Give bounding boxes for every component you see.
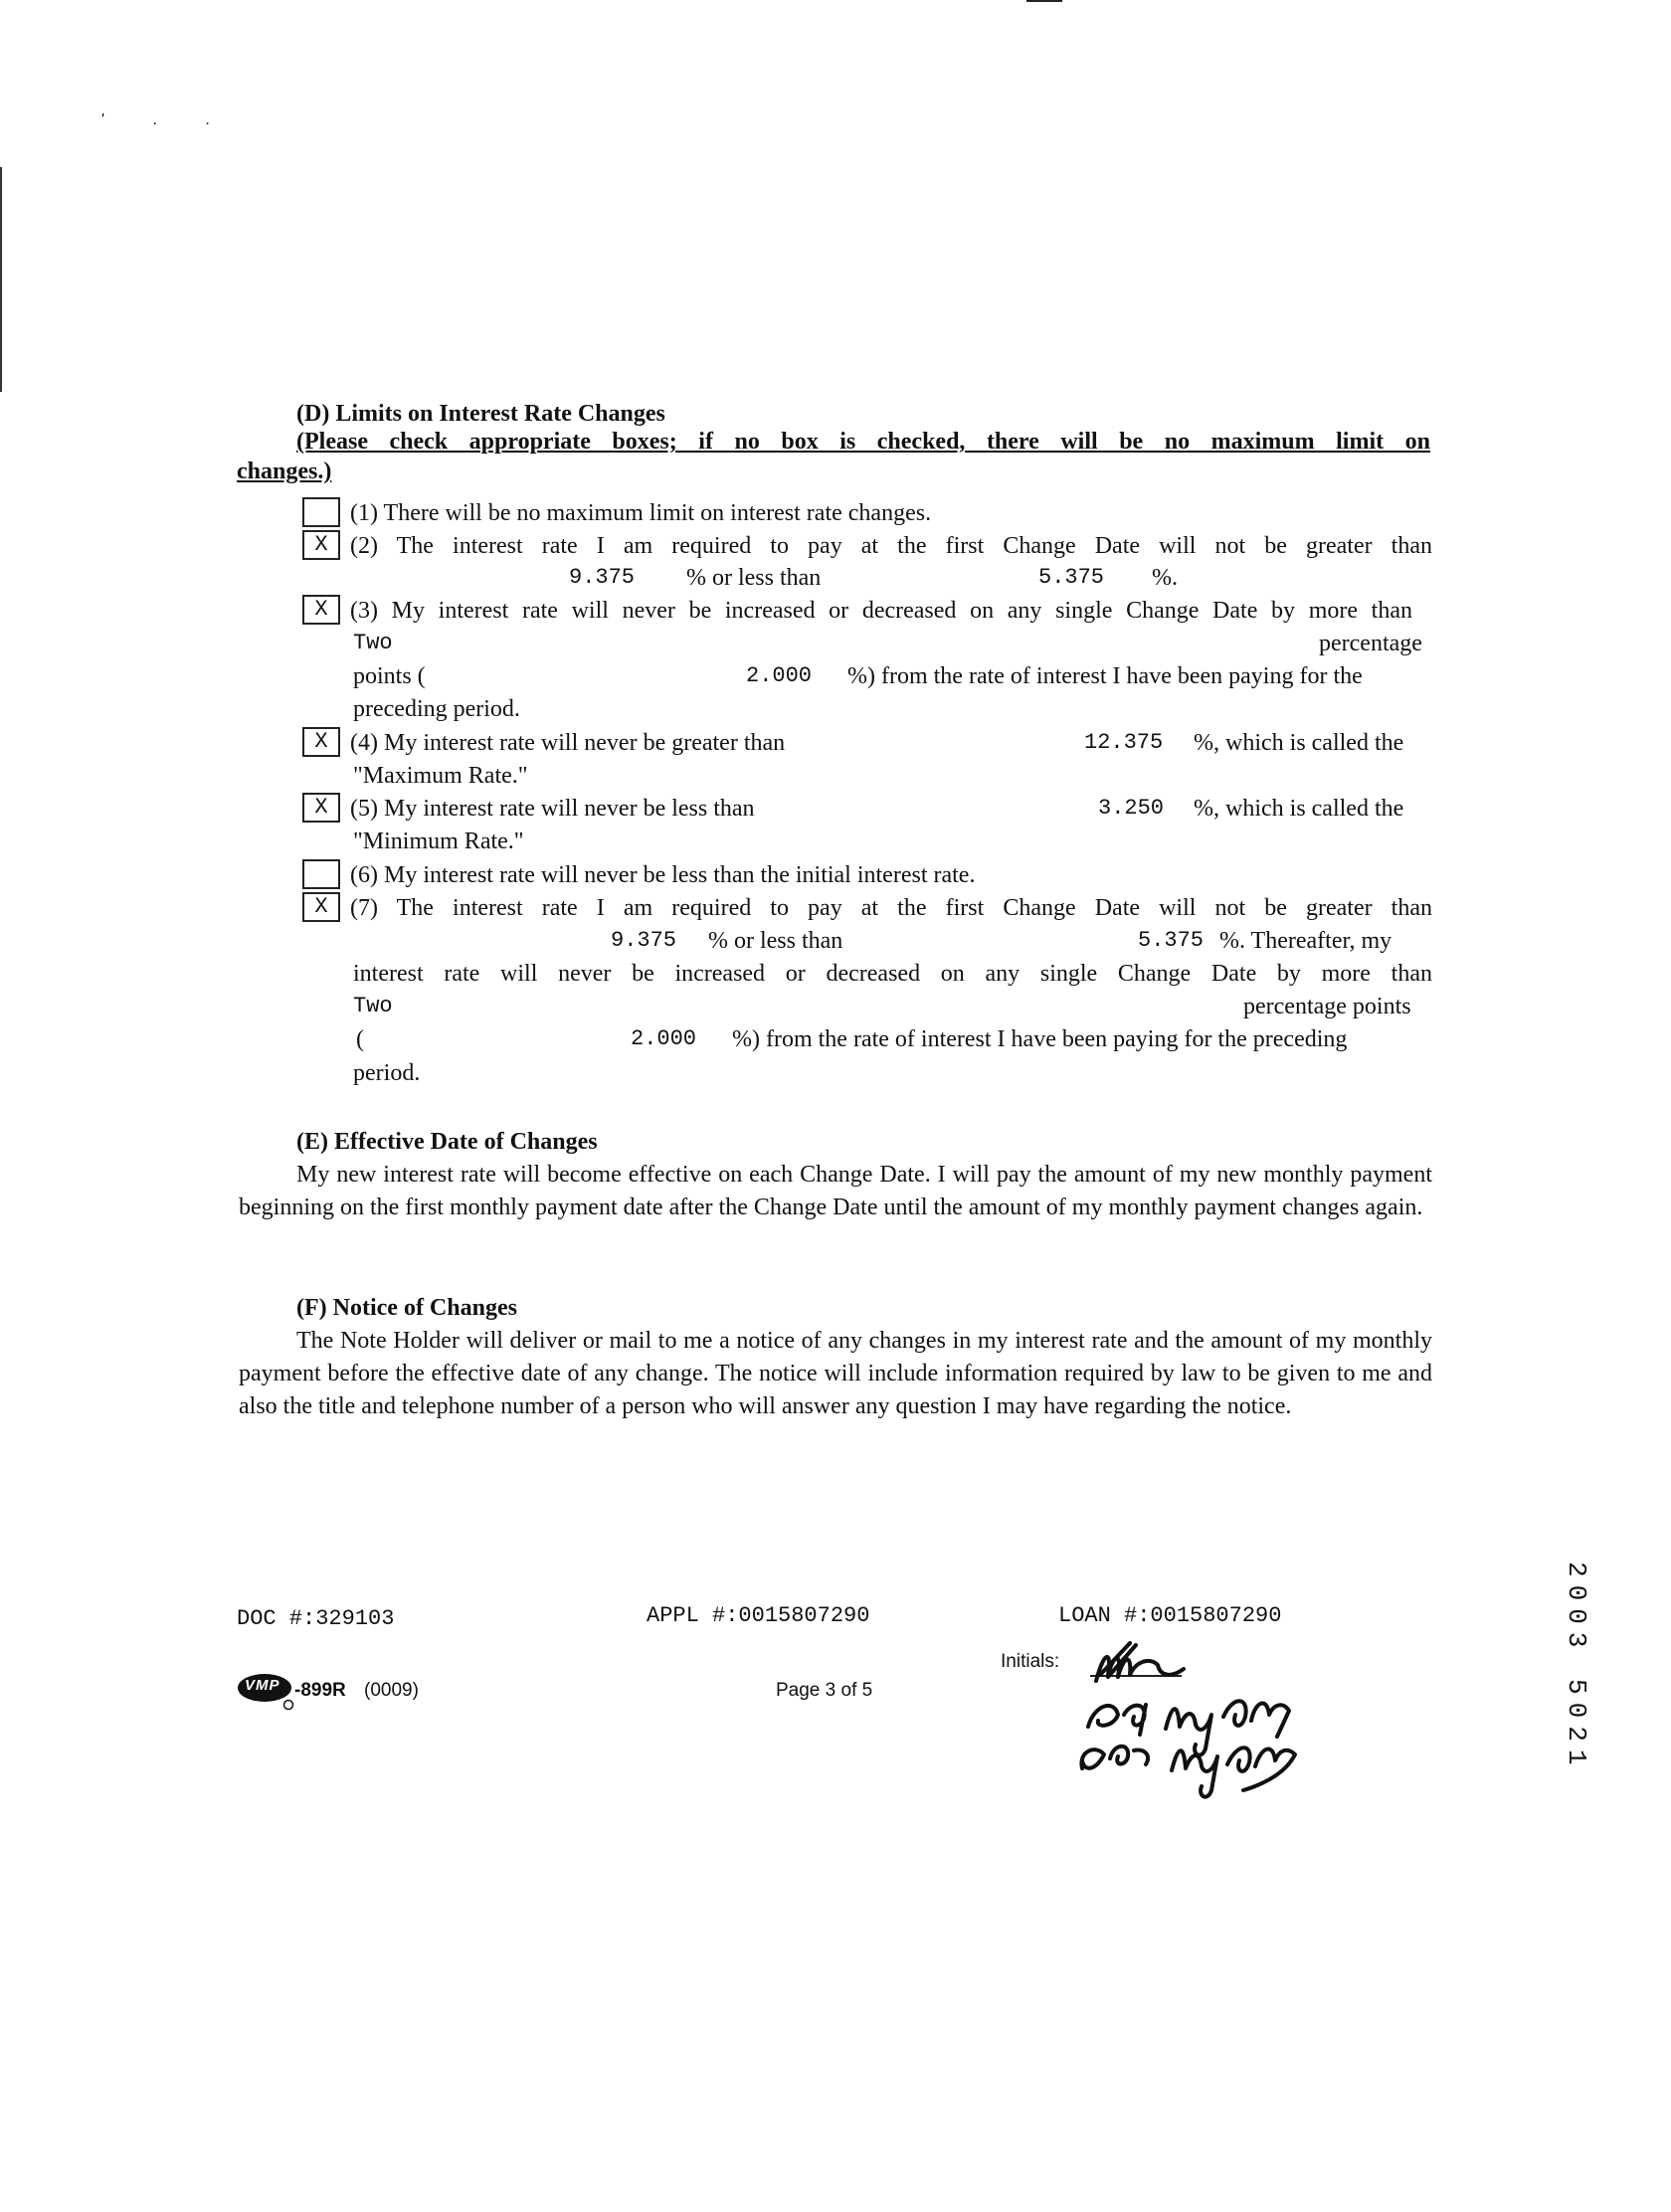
item-7-tail: %) from the rate of interest I have been paying for the preceding — [732, 1026, 1348, 1052]
section-e-body-text: My new interest rate will become effective on each Change Date. I will pay the amount of my new monthly payment beginning on the first monthly payment date after the Change Date until the amount of my monthly payment changes again. — [239, 1162, 1432, 1220]
handwritten-initials-signature — [1074, 1631, 1313, 1810]
item-5-line1 — [0, 793, 1671, 826]
item-4-text: (4) My interest rate will never be greater than — [350, 730, 786, 756]
footer-page-number: Page 3 of 5 — [776, 1680, 873, 1701]
item-7-word: Two — [353, 994, 393, 1018]
item-5-value: 3.250 — [1098, 796, 1165, 821]
item-7-line3: interest rate will never be increased or decreased on any single Change Date by more than — [353, 961, 1432, 987]
item-4-line1 — [0, 727, 1671, 760]
item-5-line2: "Minimum Rate." — [353, 829, 524, 854]
item-3-line3 — [0, 660, 1671, 693]
checkbox-item-3[interactable]: X — [302, 595, 340, 625]
checkbox-item-4[interactable]: X — [302, 727, 340, 757]
item-7-value-b: 5.375 — [1138, 928, 1205, 953]
item-7-line4 — [0, 991, 1671, 1023]
item-3-line2 — [0, 628, 1671, 660]
section-f-body-text: The Note Holder will deliver or mail to me a notice of any changes in my interest rate and the amount of my monthly payment before the effective date of any change. The notice will include information required by law to be given to me and also the title and telephone number of a person who will answer any question I may have regarding the notice. — [239, 1328, 1432, 1419]
item-2-value-a: 9.375 — [569, 565, 636, 590]
header-marks: ' . . — [101, 111, 232, 128]
item-7-value-a: 9.375 — [611, 928, 677, 953]
footer-initials-label: Initials: — [1001, 1651, 1060, 1672]
checkbox-item-2[interactable]: X — [302, 530, 340, 560]
section-d-instruction-line2: changes.) — [237, 459, 332, 484]
top-short-rule — [1026, 0, 1062, 2]
section-d-title: (D) Limits on Interest Rate Changes — [296, 401, 665, 427]
checkbox-item-6[interactable] — [302, 859, 340, 889]
item-3-points-open: points ( — [353, 663, 426, 689]
footer-loan-number: LOAN #:0015807290 — [1058, 1603, 1282, 1628]
item-7-line2 — [0, 925, 1671, 958]
item-3-line1: (3) My interest rate will never be increased or decreased on any single Change Date by more than — [350, 598, 1412, 624]
item-6-text: (6) My interest rate will never be less than the initial interest rate. — [350, 862, 976, 888]
item-3-line4: preceding period. — [353, 696, 520, 722]
item-7-text-a: % or less than — [708, 928, 843, 954]
section-d-instruction-line1: (Please check appropriate boxes; if no box is checked, there will be no maximum limit on — [296, 429, 1430, 455]
item-3-word-tail: percentage — [1319, 631, 1422, 656]
item-7-value: 2.000 — [631, 1026, 697, 1051]
item-1-text: (1) There will be no maximum limit on interest rate changes. — [350, 500, 932, 526]
item-2-line2 — [0, 562, 1671, 595]
item-5-text: (5) My interest rate will never be less than — [350, 796, 755, 822]
checkbox-item-7[interactable]: X — [302, 892, 340, 922]
checkbox-item-5[interactable]: X — [302, 793, 340, 823]
item-2-line1: (2) The interest rate I am required to pay at the first Change Date will not be greater than — [350, 533, 1432, 559]
item-7-line6: period. — [353, 1060, 421, 1086]
side-stamp: 2003 5021 — [1562, 1562, 1591, 1773]
item-3-tail: %) from the rate of interest I have been paying for the — [847, 663, 1363, 689]
item-2-value-b: 5.375 — [1038, 565, 1105, 590]
footer-appl-number: APPL #:0015807290 — [647, 1603, 870, 1628]
item-3-value: 2.000 — [746, 663, 813, 688]
item-7-line5 — [0, 1023, 1671, 1056]
item-4-line2: "Maximum Rate." — [353, 763, 528, 789]
item-2-text-a: % or less than — [686, 565, 822, 591]
item-2-text-b: %. — [1152, 565, 1178, 591]
vmp-logo-text: VMP — [245, 1677, 280, 1694]
item-7-line1: (7) The interest rate I am required to pay at the first Change Date will not be greater than — [350, 895, 1432, 921]
item-5-tail: %, which is called the — [1194, 796, 1404, 822]
section-e-title: (E) Effective Date of Changes — [296, 1129, 598, 1155]
section-f-title: (F) Notice of Changes — [296, 1295, 517, 1321]
footer-doc-number: DOC #:329103 — [237, 1606, 395, 1631]
footer-form-date: (0009) — [364, 1680, 419, 1701]
item-7-paren-open: ( — [356, 1026, 364, 1052]
left-margin-rule — [0, 167, 2, 392]
item-4-value: 12.375 — [1084, 730, 1164, 755]
item-7-text-b: %. Thereafter, my — [1219, 928, 1392, 954]
section-e-body — [239, 1159, 1432, 1224]
item-3-word: Two — [353, 631, 393, 655]
footer-form-code: -899R — [294, 1680, 346, 1701]
section-f-body — [239, 1325, 1432, 1423]
checkbox-item-1[interactable] — [302, 497, 340, 527]
item-4-tail: %, which is called the — [1194, 730, 1404, 756]
item-7-word-tail: percentage points — [1243, 994, 1411, 1019]
